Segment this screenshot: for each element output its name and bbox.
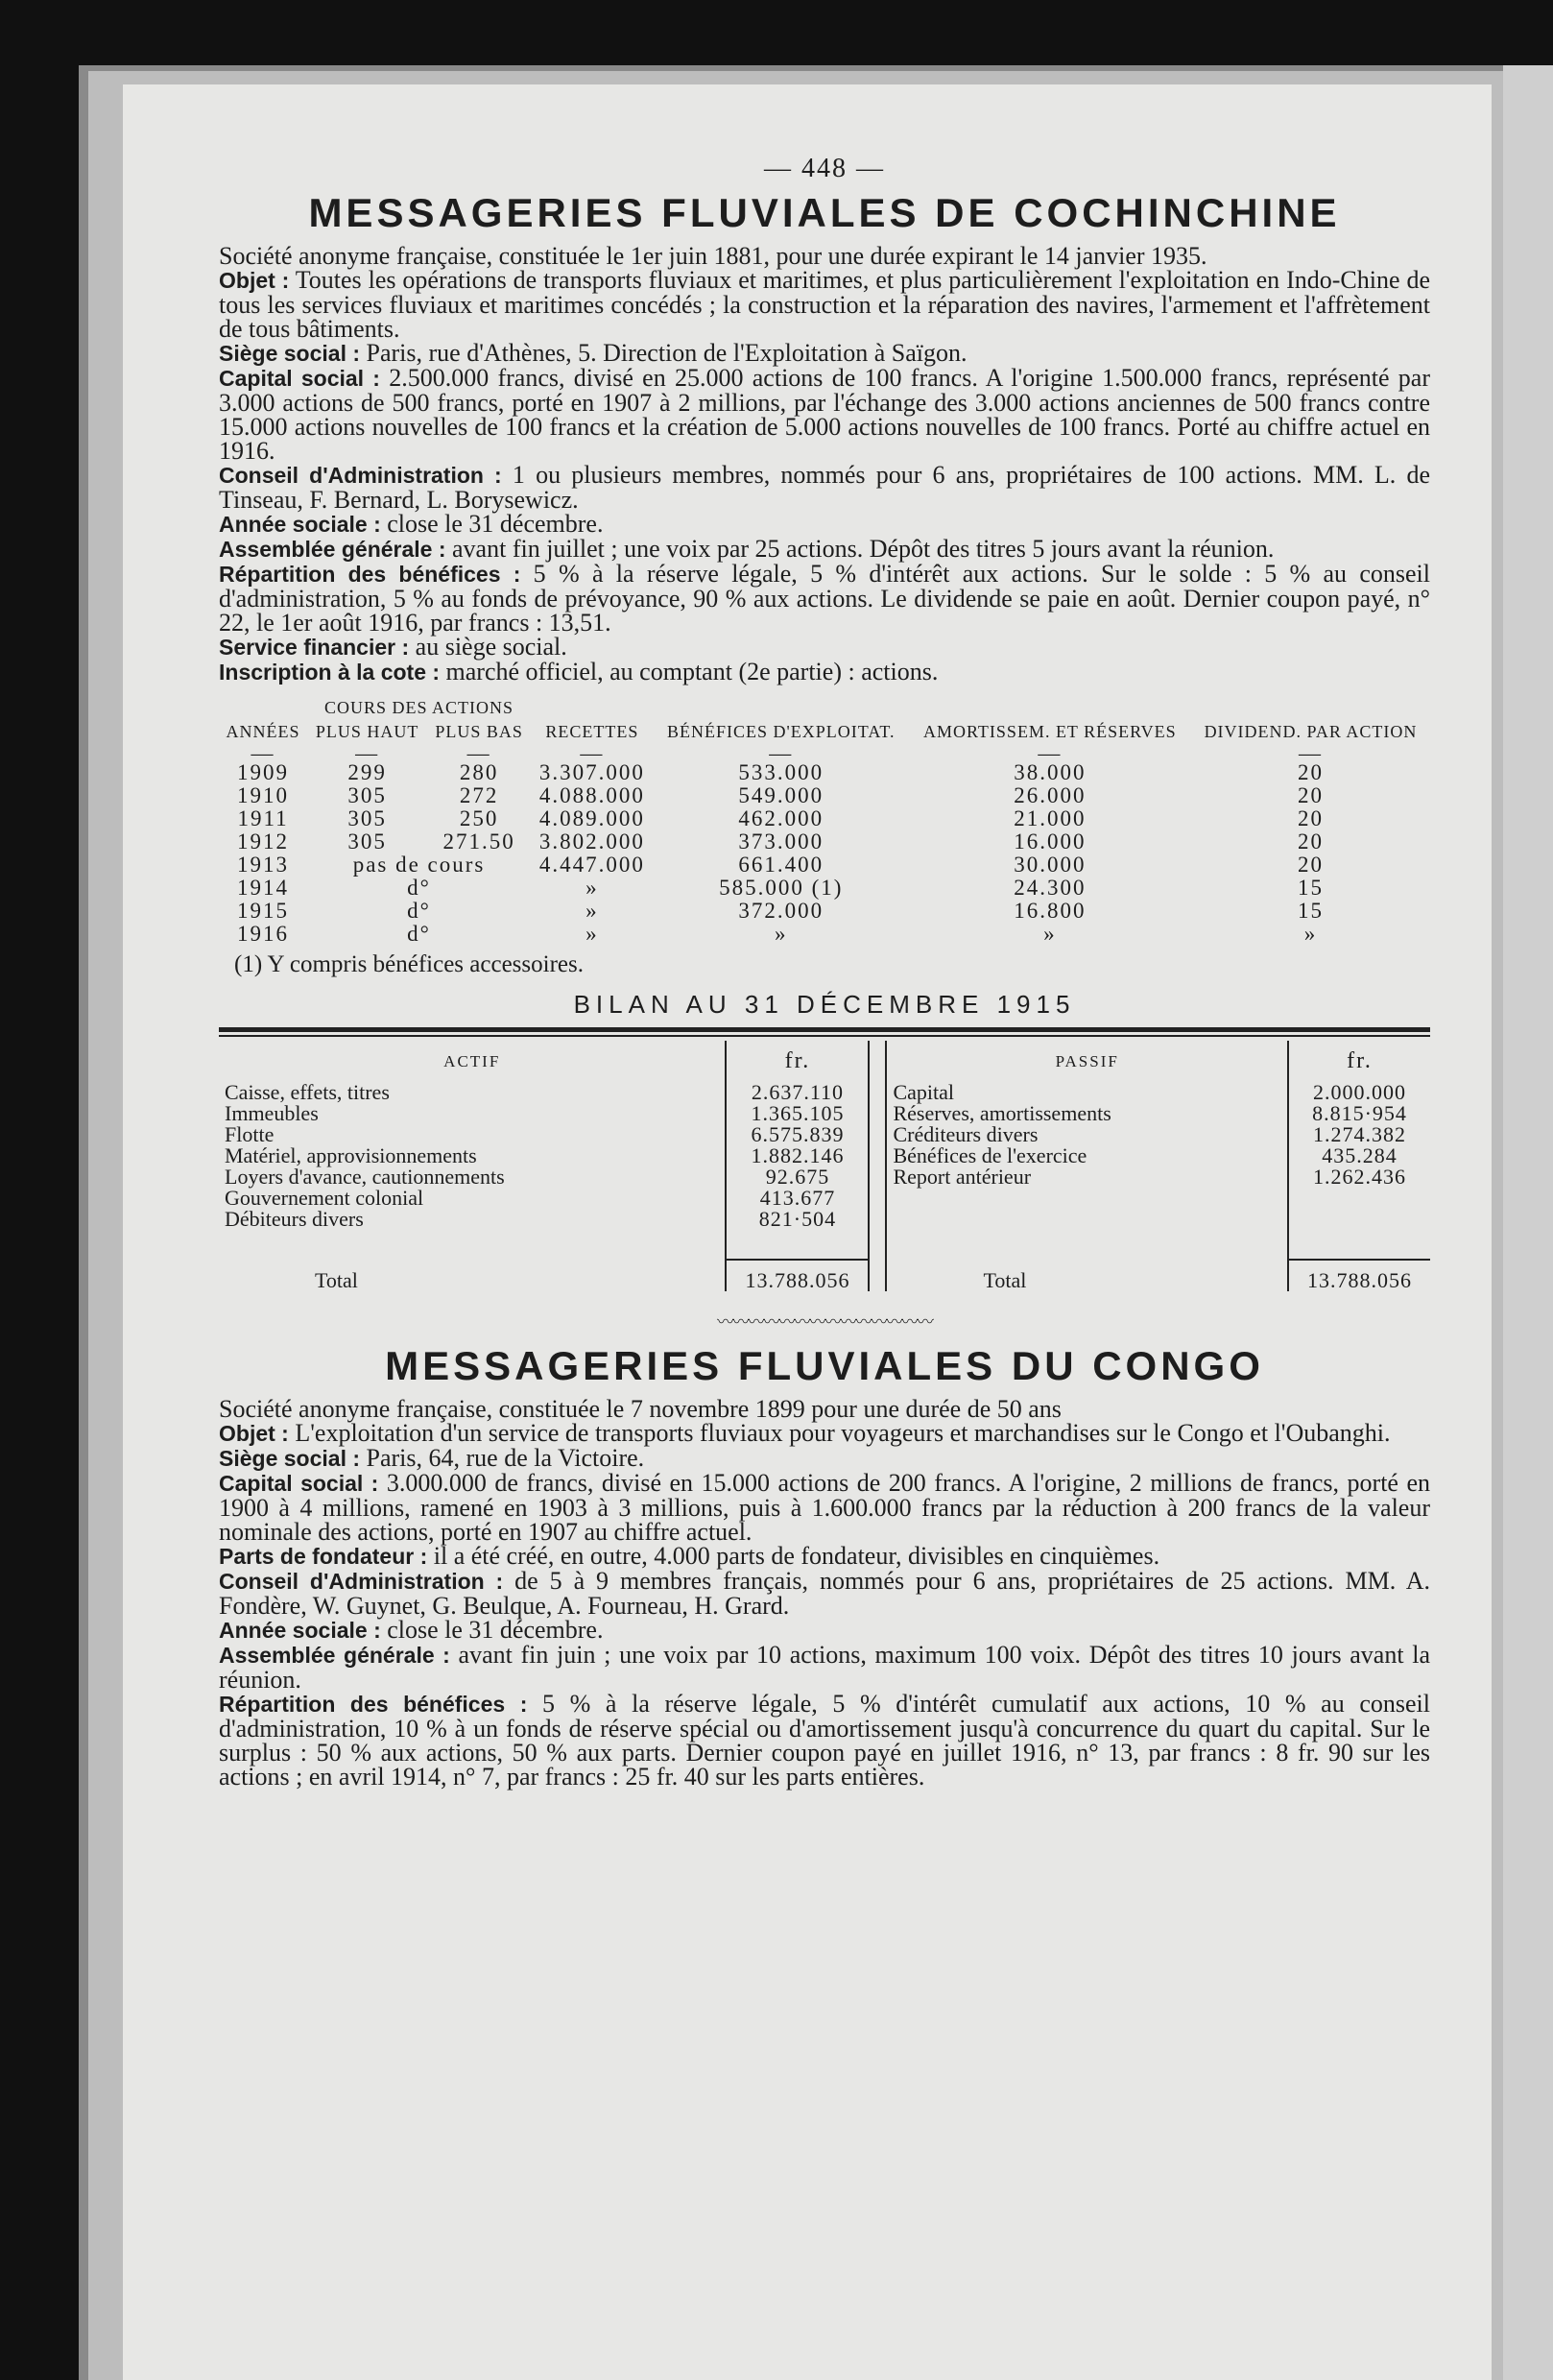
paragraph-text: 1 ou plusieurs membres, nommés pour 6 ans, propriétaires de 100 actions. MM. L. de Tinseau, F. Bernard, L. Borysewicz. (219, 461, 1431, 514)
spacer-cell (869, 1230, 886, 1260)
bilan-row (219, 1082, 1430, 1103)
passif-label: Réserves, amortissements (893, 1101, 1111, 1125)
actif-total: 13.788.056 (726, 1260, 869, 1291)
table-cell: pas de cours (352, 853, 486, 877)
table-cell: 1916 (237, 922, 290, 946)
bilan-spacer-row (219, 1230, 1430, 1260)
item-list (219, 268, 1430, 685)
paragraph-text: 3.000.000 de francs, divisé en 15.000 actions de 200 francs. A l'origine, 2 millions de francs, porté en 1900 à 4 millions, ramené en 1903 à 3 millions, puis à 1.600.000 francs par la réduction à 200 francs de la valeur nominale des actions, porté en 1907 au chiffre actuel. (219, 1469, 1431, 1546)
dash-cell: — (466, 741, 491, 765)
dash-row (219, 746, 1430, 761)
passif-label: Report antérieur (893, 1165, 1032, 1189)
bilan-row (219, 1124, 1430, 1145)
table-cell: 305 (347, 783, 387, 807)
spacer-cell (1288, 1230, 1430, 1260)
paragraph-item (219, 660, 1430, 685)
paragraph-text: 5 % à la réserve légale, 5 % d'intérêt aux actions. Sur le solde : 5 % au conseil d'administration, 5 % au fonds de prévoyance, 90 % aux actions. Le dividende se paie en août. Dernier coupon payé, n° 22, le 1er août 1916, par francs : 13,51. (219, 560, 1430, 637)
table-cell: 305 (347, 806, 387, 830)
table-cell: d° (407, 899, 431, 923)
table-cell: 1913 (237, 853, 290, 877)
paragraph-item (219, 635, 1430, 660)
table-cell: 4.089.000 (538, 806, 645, 830)
passif-amount (1288, 1209, 1430, 1230)
paragraph-text: Toutes les opérations de transports fluviaux et maritimes, et plus particulièrement l'exploitation en Indo-Chine de tous les services fluviaux et maritimes concédés ; la construction et la réparation des navires, l'armement et l'affrètement de tous bâtiments. (219, 266, 1430, 343)
paragraph-text: il a été créé, en outre, 4.000 parts de fondateur, divisibles en cinquièmes. (427, 1542, 1160, 1570)
table-cell: 1915 (237, 899, 290, 923)
table-cell: 3.802.000 (538, 829, 645, 853)
table-cell: 24.300 (1014, 876, 1087, 900)
paragraph-item (219, 341, 1430, 366)
column-header: PLUS HAUT (315, 722, 419, 741)
column-separator (869, 1188, 886, 1209)
table-cell: 20 (1297, 853, 1324, 877)
paragraph-text: avant fin juillet ; une voix par 25 actions. Dépôt des titres 5 jours avant la réunion. (445, 535, 1275, 563)
column-separator (869, 1082, 886, 1103)
table-cell: » (1043, 922, 1057, 946)
paragraph-label: Capital social : (219, 366, 380, 391)
paragraph-item (219, 512, 1430, 537)
table-cell: 250 (459, 806, 499, 830)
table-cell: » (585, 899, 599, 923)
passif-amount: 435.284 (1288, 1145, 1430, 1166)
actif-amount: 413.677 (726, 1188, 869, 1209)
intro-text: Société anonyme française, constituée le 1er juin 1881, pour une durée expirant le 14 janvier 1935. (219, 242, 1207, 270)
paragraph-item (219, 1618, 1430, 1643)
column-separator (869, 1209, 886, 1230)
paragraph-label: Année sociale : (219, 512, 381, 537)
paragraph-item (219, 562, 1430, 635)
paragraph-text: marché officiel, au comptant (2e partie) : actions. (440, 658, 939, 685)
column-separator (869, 1145, 886, 1166)
column-separator (869, 1103, 886, 1124)
table-cell: 16.000 (1014, 829, 1087, 853)
cours-group-header: COURS DES ACTIONS (324, 698, 514, 717)
table-cell: 20 (1297, 829, 1324, 853)
bilan-row (219, 1166, 1430, 1188)
table-footnote: (1) Y compris bénéfices accessoires. (234, 951, 584, 977)
table-row (219, 784, 1430, 807)
table-cell: 20 (1297, 783, 1324, 807)
paragraph-item (219, 1471, 1430, 1544)
actif-label: Flotte (225, 1122, 275, 1146)
table-cell: 4.447.000 (538, 853, 645, 877)
bilan-row (219, 1145, 1430, 1166)
passif-amount: 8.815·954 (1288, 1103, 1430, 1124)
actif-total-label: Total (315, 1267, 358, 1292)
paragraph-item (219, 1692, 1430, 1789)
table-cell: 373.000 (738, 829, 824, 853)
section-body-cochinchine (219, 244, 1430, 685)
dash-cell: — (1298, 741, 1323, 765)
bilan-header-row (219, 1041, 1430, 1082)
paragraph-label: Capital social : (219, 1471, 379, 1496)
table-cell: 1914 (237, 876, 290, 900)
paragraph-item (219, 366, 1430, 463)
paragraph-label: Conseil d'Administration : (219, 1569, 504, 1594)
table-body (219, 741, 1430, 946)
paragraph-text: Paris, 64, rue de la Victoire. (360, 1444, 645, 1472)
table-cell: 16.800 (1014, 899, 1087, 923)
table-cell: 272 (459, 783, 499, 807)
share-price-table (219, 698, 1430, 946)
table-row (219, 923, 1430, 946)
paragraph-item (219, 1421, 1430, 1446)
paragraph-label: Objet : (219, 268, 290, 293)
dash-cell: — (769, 741, 794, 765)
column-separator (869, 1124, 886, 1145)
table-cell: 3.307.000 (538, 760, 645, 784)
paragraph-text: Paris, rue d'Athènes, 5. Direction de l'Exploitation à Saïgon. (360, 339, 968, 367)
dash-cell: — (1038, 741, 1063, 765)
bilan-row (219, 1103, 1430, 1124)
paragraph-text: 5 % à la réserve légale, 5 % d'intérêt cumulatif aux actions, 10 % au conseil d'administration, 10 % à un fonds de réserve spécial ou d'amortissement jusqu'à concurrence du quart du capital. Sur le surplus : 50 % aux actions, 50 % aux parts. Dernier coupon payé en juillet 1916, n° 13, par francs : 8 fr. 90 sur les actions ; en avril 1914, n° 7, par francs : 25 fr. 40 sur les parts entières. (219, 1690, 1430, 1791)
column-separator (869, 1166, 886, 1188)
paragraph-label: Inscription à la cote : (219, 660, 441, 685)
paragraph-text: au siège social. (409, 633, 567, 661)
paragraph-text: 2.500.000 francs, divisé en 25.000 actions de 100 francs. A l'origine 1.500.000 francs, représenté par 3.000 actions de 500 francs, porté en 1907 à 2 millions, par l'échange des 3.000 actions anciennes de 500 francs contre 15.000 actions nouvelles de 100 francs et la création de 5.000 actions nouvelles de 100 francs. Porté au chiffre actuel en 1916. (219, 364, 1431, 465)
page-number: — 448 — (764, 154, 885, 183)
facing-page-strip (1503, 65, 1553, 2380)
actif-label: Caisse, effets, titres (225, 1080, 390, 1104)
table-cell: 38.000 (1014, 760, 1087, 784)
passif-amount (1288, 1188, 1430, 1209)
table-cell: 1910 (237, 783, 290, 807)
section-title-congo: MESSAGERIES FLUVIALES DU CONGO (385, 1343, 1264, 1388)
spacer-cell (726, 1230, 869, 1260)
spacer-cell (219, 1230, 726, 1260)
actif-label: Immeubles (225, 1101, 319, 1125)
section-body-congo (219, 1397, 1430, 1789)
table-cell: 585.000 (1) (719, 876, 844, 900)
table-cell: » (585, 922, 599, 946)
paragraph-item (219, 1643, 1430, 1692)
table-cell: 15 (1297, 876, 1324, 900)
paragraph-label: Service financier : (219, 635, 410, 660)
paragraph-item (219, 463, 1430, 512)
actif-label: Matériel, approvisionnements (225, 1143, 477, 1167)
table-cell: 26.000 (1014, 783, 1087, 807)
table-cell: 462.000 (738, 806, 824, 830)
passif-label (886, 1188, 1288, 1209)
dash-cell: — (580, 741, 605, 765)
table-cell: 549.000 (738, 783, 824, 807)
wavy-separator: 〰〰〰〰〰〰〰〰〰〰〰〰〰〰 (717, 1312, 932, 1332)
table-cell: 661.400 (738, 853, 824, 877)
column-header: AMORTISSEM. ET RÉSERVES (923, 722, 1177, 741)
passif-label: Créditeurs divers (893, 1122, 1039, 1146)
bilan-total-row (219, 1260, 1430, 1291)
actif-label: Débiteurs divers (225, 1207, 364, 1231)
actif-amount: 821·504 (726, 1209, 869, 1230)
table-cell: 305 (347, 829, 387, 853)
bilan-row (219, 1209, 1430, 1230)
spacer-cell (886, 1230, 1288, 1260)
paragraph-text: avant fin juin ; une voix par 10 actions, maximum 100 voix. Dépôt des titres 10 jours avant la réunion. (219, 1641, 1430, 1694)
passif-label: Capital (893, 1080, 955, 1104)
paragraph-label: Année sociale : (219, 1618, 381, 1643)
paragraph-label: Répartition des bénéfices : (219, 1692, 528, 1717)
actif-header: ACTIF (443, 1051, 501, 1070)
page-content (219, 144, 1430, 1789)
actif-amount: 1.365.105 (726, 1103, 869, 1124)
table-cell: 533.000 (738, 760, 824, 784)
passif-header: PASSIF (1055, 1051, 1119, 1070)
paragraph-label: Conseil d'Administration : (219, 463, 502, 488)
column-header: PLUS BAS (435, 722, 523, 741)
table-row (219, 877, 1430, 900)
table-cell: 20 (1297, 760, 1324, 784)
paragraph-text: de 5 à 9 membres français, nommés pour 6 ans, propriétaires de 25 actions. MM. A. Fondère, W. Guynet, G. Beulque, A. Fourneau, H. Grard. (219, 1567, 1431, 1620)
item-list (219, 1421, 1430, 1789)
actif-label: Gouvernement colonial (225, 1186, 424, 1210)
table-cell: 1912 (237, 829, 290, 853)
table-cell: » (1303, 922, 1318, 946)
table-cell: 15 (1297, 899, 1324, 923)
actif-amount: 1.882.146 (726, 1145, 869, 1166)
paragraph-label: Siège social : (219, 341, 361, 366)
table-cell: d° (407, 922, 431, 946)
table-row (219, 830, 1430, 853)
actif-amount: 92.675 (726, 1166, 869, 1188)
passif-label: Bénéfices de l'exercice (893, 1143, 1087, 1167)
paragraph-text: L'exploitation d'un service de transports fluviaux pour voyageurs et marchandises sur le Congo et l'Oubanghi. (288, 1419, 1391, 1447)
column-header: RECETTES (545, 722, 639, 741)
paragraph-item (219, 1544, 1430, 1569)
paragraph-label: Objet : (219, 1421, 289, 1446)
table-row (219, 761, 1430, 784)
dash-cell: — (251, 741, 275, 765)
passif-label (886, 1209, 1288, 1230)
table-group-header-row (219, 698, 1430, 722)
actif-unit: fr. (726, 1041, 869, 1082)
column-header: ANNÉES (226, 722, 300, 741)
table-cell: 1911 (237, 806, 289, 830)
actif-amount: 2.637.110 (726, 1082, 869, 1103)
table-cell: 4.088.000 (538, 783, 645, 807)
paragraph-item (219, 1569, 1430, 1618)
passif-total: 13.788.056 (1288, 1260, 1430, 1291)
paragraph-text: close le 31 décembre. (380, 1616, 604, 1644)
table-row (219, 807, 1430, 830)
table-cell: 20 (1297, 806, 1324, 830)
table-cell: 30.000 (1014, 853, 1087, 877)
table-row (219, 900, 1430, 923)
table-cell: » (585, 876, 599, 900)
passif-amount: 2.000.000 (1288, 1082, 1430, 1103)
bilan-title: BILAN AU 31 DÉCEMBRE 1915 (573, 990, 1076, 1019)
section-title-cochinchine: MESSAGERIES FLUVIALES DE COCHINCHINE (308, 190, 1341, 235)
paragraph-item (219, 537, 1430, 562)
table-row (219, 853, 1430, 877)
paragraph-label: Assemblée générale : (219, 537, 446, 562)
table-cell: d° (407, 876, 431, 900)
paragraph-item (219, 268, 1430, 341)
table-cell: 21.000 (1014, 806, 1087, 830)
paragraph-item (219, 1446, 1430, 1471)
passif-total-label: Total (983, 1267, 1027, 1292)
paragraph-label: Parts de fondateur : (219, 1544, 428, 1569)
table-header-row (219, 722, 1430, 746)
paragraph-label: Répartition des bénéfices : (219, 562, 521, 587)
balance-sheet (219, 1041, 1430, 1291)
paragraph-label: Siège social : (219, 1446, 361, 1471)
paragraph-text: close le 31 décembre. (380, 510, 604, 538)
paragraph-label: Assemblée générale : (219, 1643, 450, 1668)
double-rule (219, 1027, 1430, 1037)
table-cell: 271.50 (442, 829, 515, 853)
passif-amount: 1.274.382 (1288, 1124, 1430, 1145)
table-cell: 280 (459, 760, 499, 784)
column-header: BÉNÉFICES D'EXPLOITAT. (667, 722, 896, 741)
passif-amount: 1.262.436 (1288, 1166, 1430, 1188)
table-cell: 1909 (237, 760, 290, 784)
passif-unit: fr. (1288, 1041, 1430, 1082)
actif-amount: 6.575.839 (726, 1124, 869, 1145)
bilan-body (219, 1082, 1430, 1260)
table-cell: » (775, 922, 788, 946)
dash-cell: — (355, 741, 380, 765)
table-cell: 299 (347, 760, 387, 784)
column-header: DIVIDEND. PAR ACTION (1204, 722, 1418, 741)
intro-text: Société anonyme française, constituée le 7 novembre 1899 pour une durée de 50 ans (219, 1395, 1062, 1423)
actif-label: Loyers d'avance, cautionnements (225, 1165, 505, 1189)
bilan-row (219, 1188, 1430, 1209)
table-cell: 372.000 (738, 899, 824, 923)
